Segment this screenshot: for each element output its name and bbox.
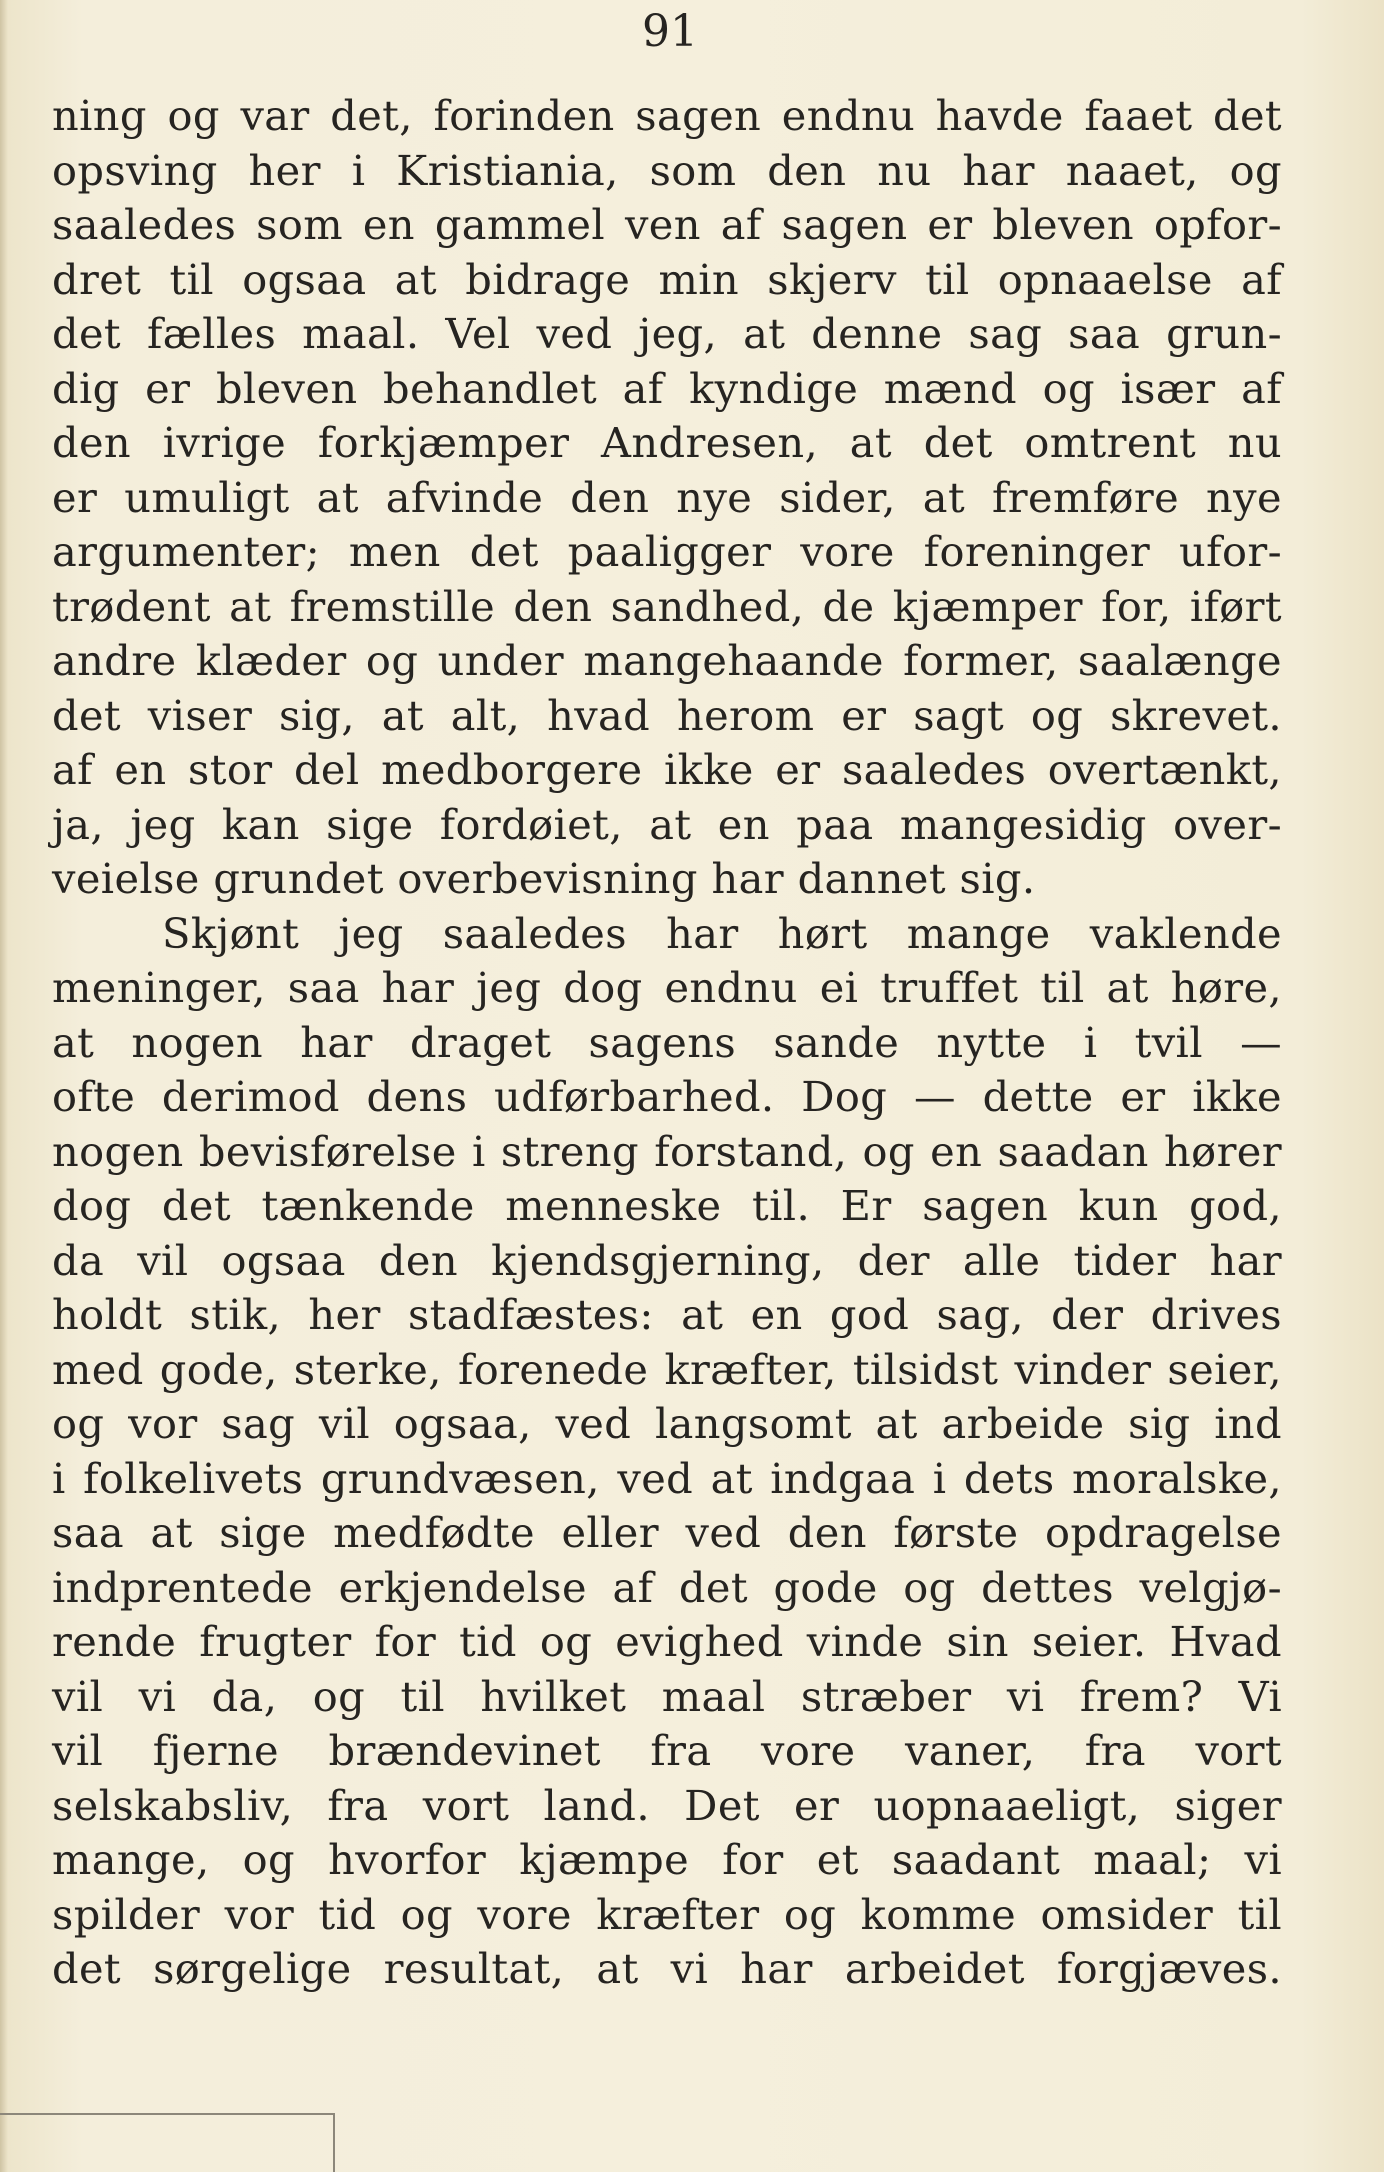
text-line: det fælles maal. Vel ved jeg, at denne sag saa grun- bbox=[52, 309, 1282, 358]
text-line: ja, jeg kan sige fordøiet, at en paa mangesidig over- bbox=[52, 799, 1282, 849]
text-line: det sørgelige resultat, at vi har arbeidet forgjæves. bbox=[52, 1944, 1282, 1993]
text-line: saaledes som en gammel ven af sagen er bleven opfor- bbox=[52, 200, 1282, 249]
text-line: rende frugter for tid og evighed vinde sin seier. Hvad bbox=[52, 1617, 1282, 1666]
text-line: opsving her i Kristiania, som den nu har naaet, og bbox=[52, 145, 1282, 195]
text-line: spilder vor tid og vore kræfter og komme omsider til bbox=[52, 1889, 1282, 1939]
text-line: med gode, sterke, forenede kræfter, tilsidst vinder seier, bbox=[52, 1344, 1282, 1394]
text-line: selskabsliv, fra vort land. Det er uopnaaeligt, siger bbox=[52, 1780, 1282, 1830]
text-line: ofte derimod dens udførbarhed. Dog — dette er ikke bbox=[52, 1072, 1282, 1121]
text-line: saa at sige medfødte eller ved den første opdragelse bbox=[52, 1508, 1282, 1557]
text-line: nogen bevisførelse i streng forstand, og en saadan hører bbox=[52, 1126, 1282, 1176]
text-line: dig er bleven behandlet af kyndige mænd og især af bbox=[52, 363, 1282, 413]
paragraph-end-line: veielse grundet overbevisning har dannet sig. bbox=[52, 854, 1036, 903]
body-text bbox=[52, 89, 1282, 1997]
text-line: af en stor del medborgere ikke er saaledes overtænkt, bbox=[52, 745, 1282, 794]
text-line: ning og var det, forinden sagen endnu havde faaet det bbox=[52, 91, 1282, 140]
text-line: i folkelivets grundvæsen, ved at indgaa i dets moralske, bbox=[52, 1453, 1282, 1503]
text-line: at nogen har draget sagens sande nytte i tvil — bbox=[52, 1017, 1282, 1067]
text-line: da vil ogsaa den kjendsgjerning, der alle tider har bbox=[52, 1235, 1282, 1285]
paragraph-start-line: Skjønt jeg saaledes har hørt mange vaklende bbox=[162, 908, 1282, 958]
text-line: indprentede erkjendelse af det gode og dettes velgjø- bbox=[52, 1562, 1282, 1612]
text-line: andre klæder og under mangehaande former, saalænge bbox=[52, 636, 1282, 685]
text-line: meninger, saa har jeg dog endnu ei truffet til at høre, bbox=[52, 963, 1282, 1012]
text-line: er umuligt at afvinde den nye sider, at fremføre nye bbox=[52, 472, 1282, 522]
page-edge-shadow bbox=[0, 0, 8, 2172]
text-line: den ivrige forkjæmper Andresen, at det omtrent nu bbox=[52, 418, 1282, 467]
scan-edge-line bbox=[0, 2113, 335, 2115]
text-line: argumenter; men det paaligger vore foreninger ufor- bbox=[52, 527, 1282, 576]
text-line: mange, og hvorfor kjæmpe for et saadant maal; vi bbox=[52, 1835, 1282, 1884]
text-line: trødent at fremstille den sandhed, de kjæmper for, iført bbox=[52, 581, 1282, 631]
text-line: vil vi da, og til hvilket maal stræber vi frem? Vi bbox=[52, 1671, 1282, 1721]
scan-edge-line-vertical bbox=[333, 2113, 335, 2172]
text-line: dret til ogsaa at bidrage min skjerv til opnaaelse af bbox=[52, 254, 1282, 304]
text-line: vil fjerne brændevinet fra vore vaner, fra vort bbox=[52, 1726, 1282, 1775]
text-line: dog det tænkende menneske til. Er sagen kun god, bbox=[52, 1181, 1282, 1230]
page-number: 91 bbox=[642, 6, 698, 57]
text-line: holdt stik, her stadfæstes: at en god sag, der drives bbox=[52, 1290, 1282, 1339]
text-line: det viser sig, at alt, hvad herom er sagt og skrevet. bbox=[52, 690, 1282, 740]
text-line: og vor sag vil ogsaa, ved langsomt at arbeide sig ind bbox=[52, 1399, 1282, 1448]
